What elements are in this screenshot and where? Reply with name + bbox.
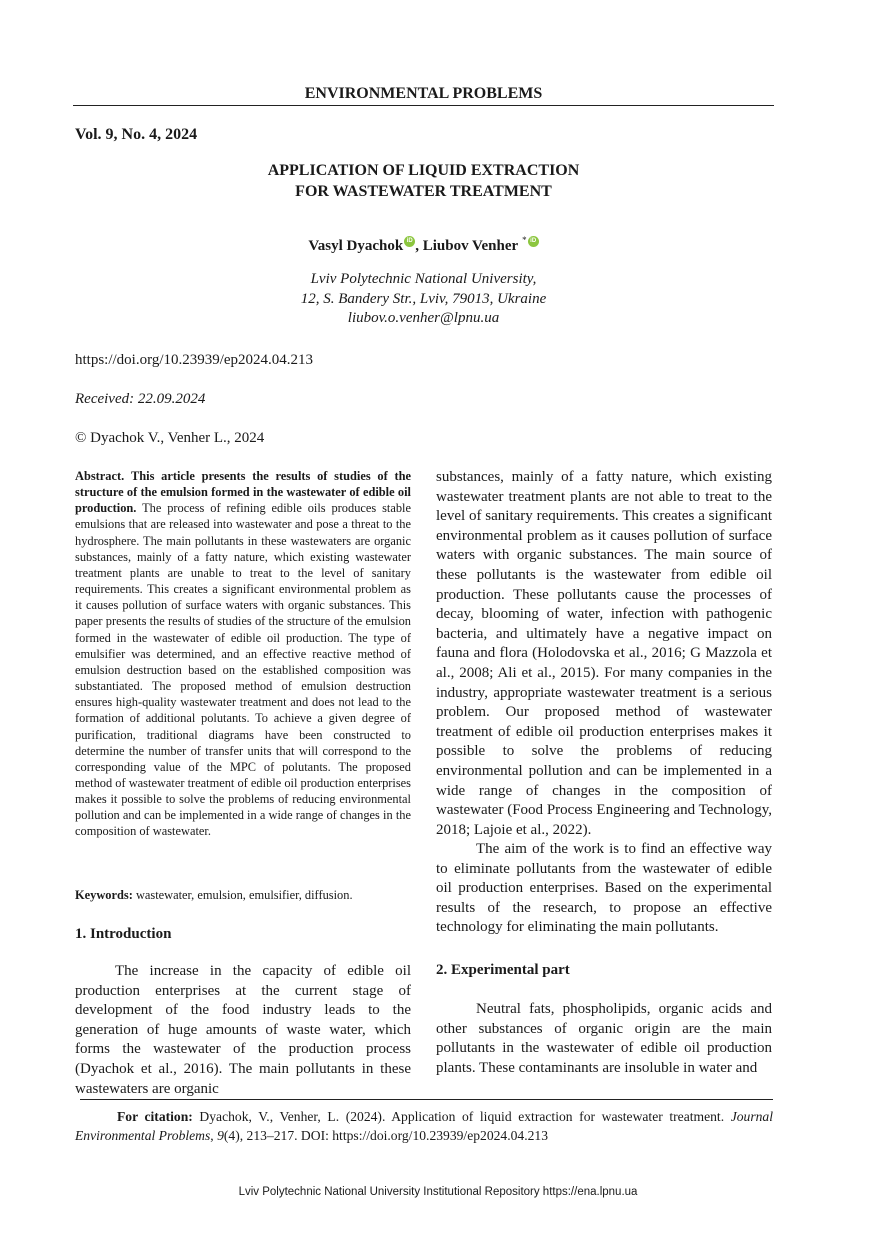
keywords-text: wastewater, emulsion, emulsifier, diffusion.	[135, 888, 353, 902]
citation-text: Dyachok, V., Venher, L. (2024). Application of liquid extraction for wastewater treatment.	[199, 1109, 725, 1124]
citation-label: For citation:	[117, 1109, 193, 1124]
intro-paragraph-2: The aim of the work is to find an effective way to eliminate pollutants from the wastewater of edible oil production enterprises. Based on the experimental results of the research, to propose an effective technology for eliminating the main pollutants.	[436, 841, 772, 936]
intro-paragraph-1: The increase in the capacity of edible oil production enterprises at the current stage of development of the food industry leads to the generation of huge amounts of waste water, which forms the wastewater of the production process (Dyachok et al., 2016). The main pollutants in these wastewaters are organic	[75, 963, 411, 1097]
abstract-lead: This article presents the results of studies of the structure of the emulsion formed in the wastewater of edible oil production.	[75, 469, 411, 516]
received-date: Received: 22.09.2024	[75, 391, 206, 407]
copyright-notice: © Dyachok V., Venher L., 2024	[75, 430, 265, 446]
citation-issue-pages: (4), 213–217. DOI: https://doi.org/10.23939/ep2024.04.213	[223, 1128, 549, 1143]
author-list	[73, 228, 774, 258]
orcid-icon[interactable]: iD	[528, 236, 539, 247]
section-heading-experimental: 2. Experimental part	[436, 962, 570, 978]
journal-header: ENVIRONMENTAL PROBLEMS	[73, 84, 774, 106]
citation-volume: 9	[217, 1128, 224, 1143]
paper-title	[73, 160, 774, 202]
affiliation-institution: Lviv Polytechnic National University,	[310, 271, 537, 287]
intro-paragraph-1-continued: substances, mainly of a fatty nature, which existing wastewater treatment plants are not able to treat to the level of sanitary requirements. This creates a significant environmental problem as it causes pollution of surface waters with organic substances. The main source of these pollutants is the wastewater from edible oil production. These pollutants cause the processes of decay, blooming of water, infection with pathogenic bacteria, and ultimately have a negative impact on fauna and flora (Holodovska et al., 2016; G Mazzola et al., 2008; Ali et al., 2015). For many companies in the industry, appropriate wastewater treatment is a serious problem. Our proposed method of wastewater treatment of edible oil production enterprises makes it possible to solve the problems of reducing environmental pollution and can be implemented in a wide range of changes in the composition of wastewater (Food Process Engineering and Technology, 2018; Lajoie et al., 2022).	[436, 469, 772, 838]
title-line-1: APPLICATION OF LIQUID EXTRACTION	[267, 162, 580, 179]
citation-block	[75, 1107, 773, 1145]
experimental-paragraph-1: Neutral fats, phospholipids, organic acids and other substances of organic origin are the main pollutants in the wastewater of edible oil production plants. These contaminants are insoluble in water and	[436, 1001, 772, 1076]
citation-separator: ,	[210, 1128, 214, 1143]
author-separator: ,	[415, 238, 419, 254]
abstract-label: Abstract.	[75, 469, 125, 483]
repository-footer: Lviv Polytechnic National University Institutional Repository https://ena.lpnu.ua	[238, 1186, 638, 1198]
corresponding-author-mark: *	[522, 235, 527, 245]
author-name-2: Liubov Venher	[422, 238, 519, 254]
affiliation	[73, 270, 774, 329]
volume-issue: Vol. 9, No. 4, 2024	[75, 126, 198, 143]
footnote-divider	[80, 1099, 773, 1100]
author-email[interactable]: liubov.o.venher@lpnu.ua	[347, 310, 500, 326]
citation-journal: Journal Environmental Problems	[75, 1109, 774, 1143]
abstract	[75, 468, 411, 840]
abstract-body: The process of refining edible oils produces stable emulsions that are released into wastewater and pose a threat to the hydrosphere. The main pollutants in these wastewaters are organic substances, mainly of a fatty nature, which existing wastewater treatment plants are unable to treat to the level of sanitary requirements. This creates a significant environmental problem as it causes pollution of surface waters with organic substances. This paper presents the results of studies of the structure of the emulsion formed in the wastewater of edible oil production. The type of emulsifier was determined, and an effective reactive method of emulsion destruction based on the established composition was substantiated. The proposed method of emulsion destruction ensures high-quality wastewater treatment and does not lead to the formation of additional polutants. To achieve a given degree of purification, traditional diagrams have been constructed to determine the number of transfer units that will correspond to the corresponding value of the MPC of polutants. The proposed method of wastewater treatment of edible oil production enterprises makes it possible to solve the problems of reducing environmental pollution and can be implemented in a wide range of changes in the composition of wastewater.	[75, 501, 411, 839]
title-line-2: FOR WASTEWATER TREATMENT	[295, 183, 552, 200]
affiliation-address: 12, S. Bandery Str., Lviv, 79013, Ukraine	[300, 290, 547, 307]
doi-link[interactable]: https://doi.org/10.23939/ep2024.04.213	[75, 352, 314, 368]
keywords	[75, 887, 411, 903]
section-heading-introduction: 1. Introduction	[75, 926, 172, 942]
keywords-label: Keywords:	[75, 888, 133, 902]
author-name-1: Vasyl Dyachok	[308, 238, 404, 254]
orcid-icon[interactable]: iD	[404, 236, 415, 247]
